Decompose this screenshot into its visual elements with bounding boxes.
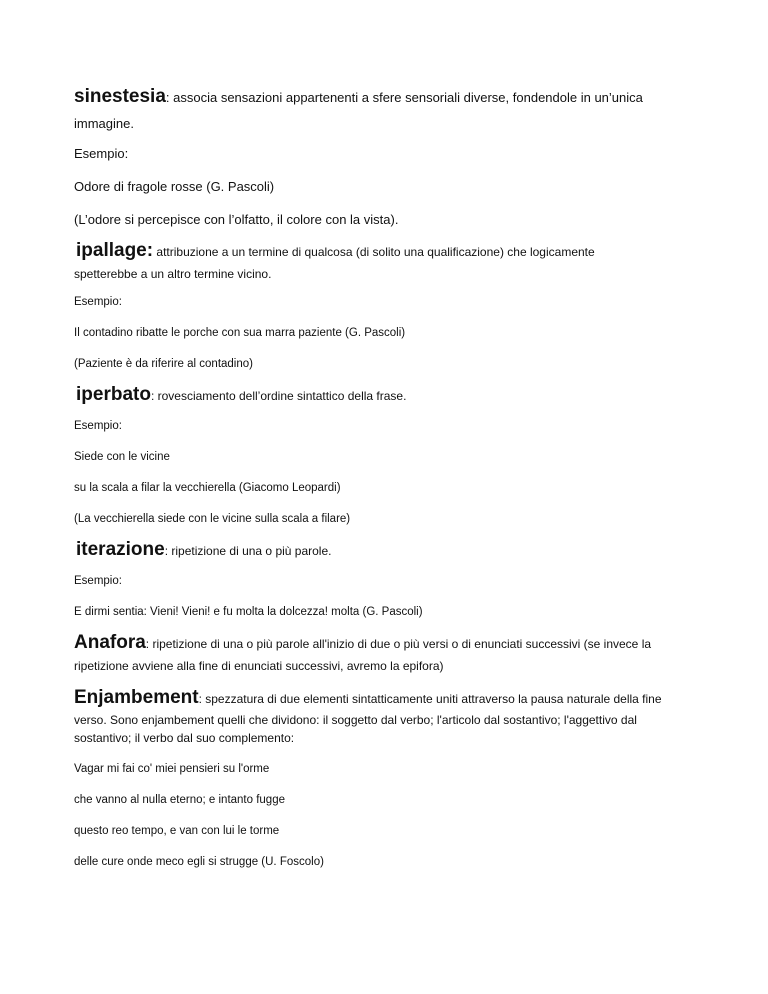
poem-line: questo reo tempo, e van con lui le torme (74, 825, 280, 837)
definition-line (74, 538, 714, 562)
definition-text: : associa sensazioni appartenenti a sfere sensoriali diverse, fondendole in un’unica (165, 90, 643, 105)
example-label: Esempio: (74, 296, 122, 308)
example-line: E dirmi sentia: Vieni! Vieni! e fu molta la dolcezza! molta (G. Pascoli) (74, 606, 423, 618)
section-ipallage (74, 239, 714, 373)
term-heading: sinestesia (74, 86, 166, 107)
term-heading: iperbato (76, 384, 151, 405)
definition-continuation: spetterebbe a un altro termine vicino. (74, 267, 272, 281)
example-line: (La vecchierella siede con le vicine sulla scala a filare) (74, 513, 351, 525)
term-heading: Anafora (74, 632, 146, 653)
definition-line (74, 84, 714, 110)
example-line: Il contadino ribatte le porche con sua marra paziente (G. Pascoli) (74, 327, 406, 339)
example-line: (Paziente è da riferire al contadino) (74, 358, 253, 370)
definition-line (74, 686, 714, 710)
example-line: su la scala a filar la vecchierella (Giacomo Leopardi) (74, 482, 341, 494)
definition-line (74, 239, 714, 263)
section-anafora (74, 631, 714, 675)
poem-line: delle cure onde meco egli si strugge (U. Foscolo) (74, 856, 324, 868)
definition-line (74, 383, 714, 407)
example-line: Odore di fragole rosse (G. Pascoli) (74, 179, 275, 194)
section-iperbato (74, 383, 714, 528)
definition-line (74, 631, 714, 655)
definition-text: : ripetizione di una o più parole all'inizio di due o più versi o di enunciati successivi (se invece la (145, 637, 652, 651)
definition-text: : spezzatura di due elementi sintatticamente uniti attraverso la pausa naturale della fine (198, 692, 662, 706)
term-heading: ipallage: (76, 240, 154, 261)
definition-continuation: ripetizione avviene alla fine di enunciati successivi, avremo la epifora) (74, 659, 444, 673)
definition-continuation: sostantivo; il verbo dal suo complemento: (74, 731, 295, 745)
poem-line: Vagar mi fai co' miei pensieri su l'orme (74, 763, 270, 775)
example-label: Esempio: (74, 146, 129, 161)
section-sinestesia (74, 84, 714, 229)
example-label: Esempio: (74, 420, 122, 432)
example-line: Siede con le vicine (74, 451, 170, 463)
section-iterazione (74, 538, 714, 621)
term-heading: Enjambement (74, 687, 199, 708)
poem-line: che vanno al nulla eterno; e intanto fugge (74, 794, 285, 806)
term-heading: iterazione (76, 539, 165, 560)
definition-text: attribuzione a un termine di qualcosa (di solito una qualificazione) che logicamente (153, 245, 595, 259)
section-enjambement (74, 686, 714, 871)
definition-text: : rovesciamento dell’ordine sintattico della frase. (150, 389, 407, 403)
definition-continuation: immagine. (74, 116, 134, 131)
definition-continuation: verso. Sono enjambement quelli che dividono: il soggetto dal verbo; l'articolo dal sostantivo; l'aggettivo dal (74, 713, 637, 727)
example-line: (L’odore si percepisce con l’olfatto, il colore con la vista). (74, 212, 399, 227)
document-page (74, 84, 714, 871)
definition-text: : ripetizione di una o più parole. (164, 544, 332, 558)
example-label: Esempio: (74, 575, 122, 587)
